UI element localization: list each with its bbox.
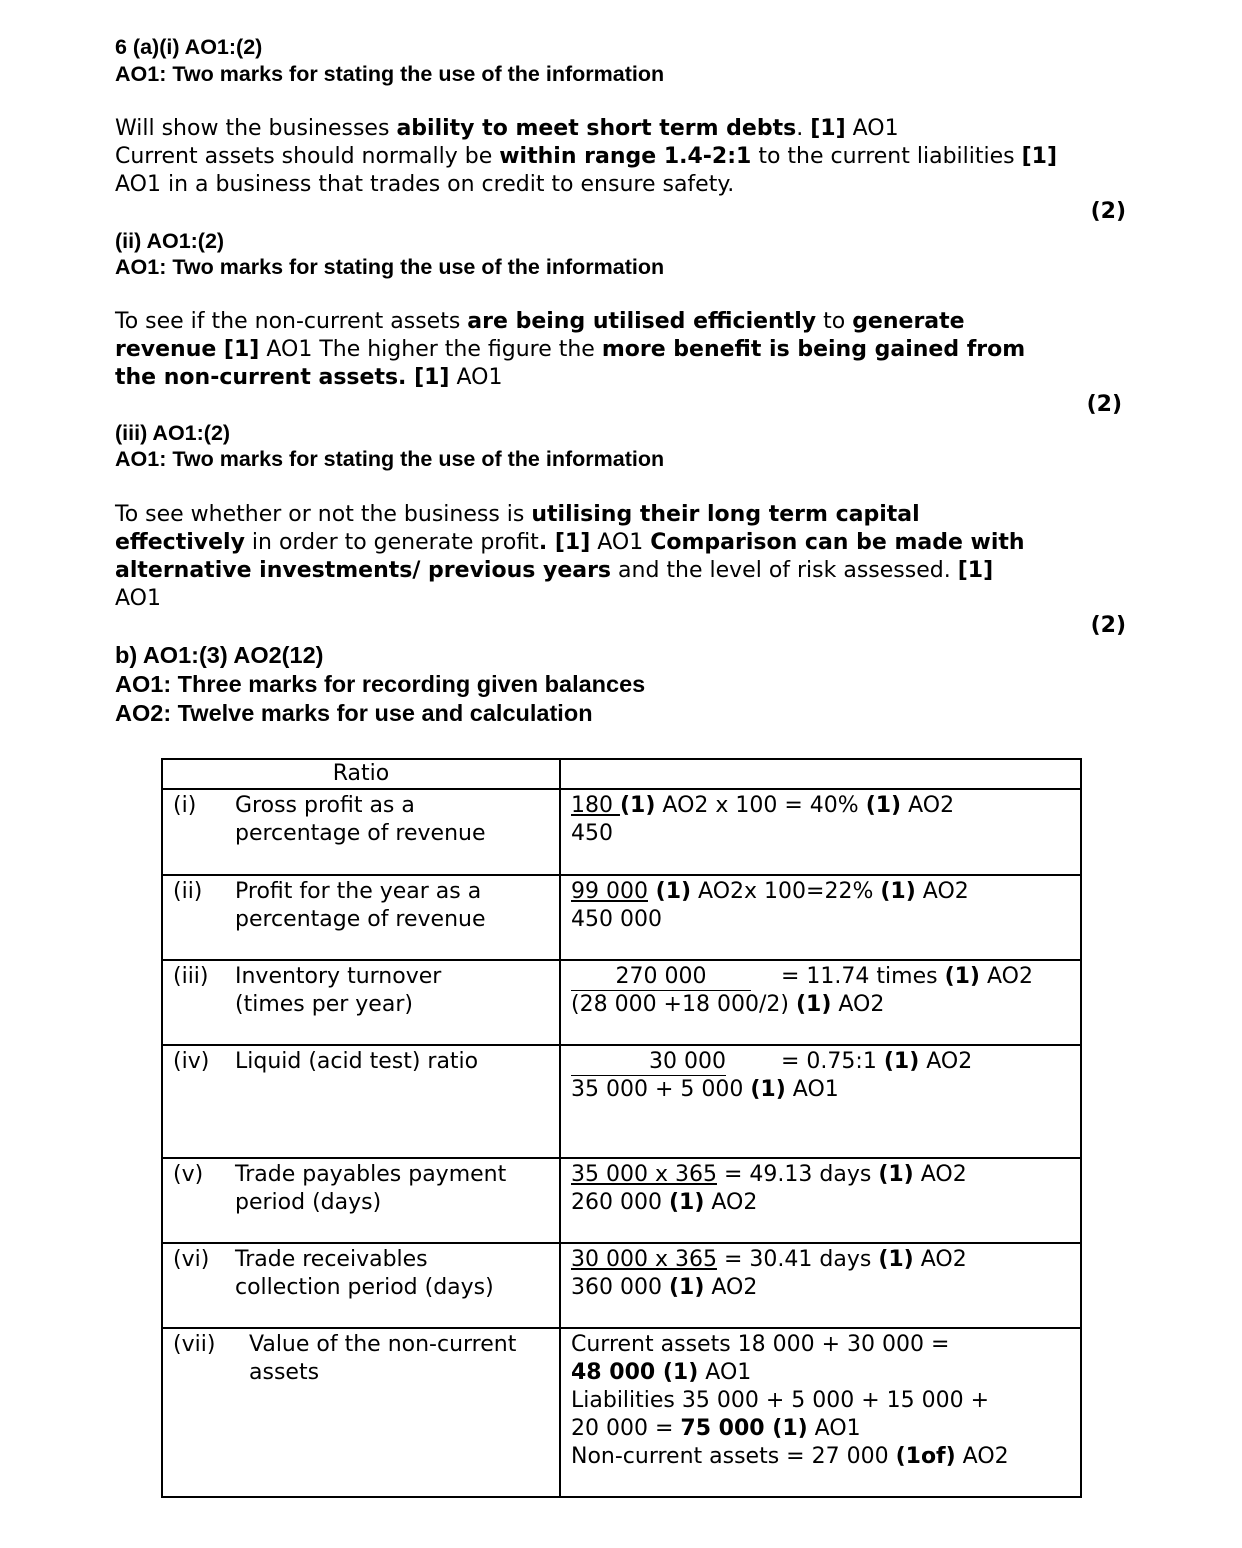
table-row — [162, 1328, 1081, 1497]
row-label: Value of the non-current assets — [249, 1332, 517, 1385]
marks-6aii: (2) — [1086, 392, 1122, 417]
question-6ai-heading: 6 (a)(i) AO1:(2) — [115, 35, 263, 59]
table-row — [162, 875, 1081, 960]
question-6b-ao2: AO2: Twelve marks for use and calculation — [115, 700, 593, 726]
table-row — [162, 1045, 1081, 1158]
answer-6ai: Will show the businesses ability to meet short term debts. [1] AO1 Current assets should normally be within range 1.4-2:1 to the current liabilities [1] AO1 in a business that trades on credit to ensure safety. — [115, 116, 1058, 197]
table-row — [162, 789, 1081, 875]
question-6b-ao1: AO1: Three marks for recording given balances — [115, 671, 646, 697]
marks-6ai: (2) — [1090, 199, 1126, 224]
question-6ai-criteria: AO1: Two marks for stating the use of the information — [115, 62, 665, 86]
row-number: (vii) — [173, 1332, 216, 1357]
row-label: Trade receivables collection period (days) — [235, 1247, 494, 1300]
row-label: Profit for the year as a percentage of revenue — [235, 879, 486, 932]
row-calculation: 30 000 = 0.75:1 (1) AO2 35 000 + 5 000 (1) AO1 — [571, 1049, 973, 1102]
table-row — [162, 960, 1081, 1045]
row-calculation: Current assets 18 000 + 30 000 = 48 000 (1) AO1 Liabilities 35 000 + 5 000 + 15 000 + 20 000 = 75 000 (1) AO1 Non-current assets = 27 000 (1of) AO2 — [571, 1332, 1009, 1469]
table-header-ratio: Ratio — [332, 761, 390, 786]
row-calculation: 180 (1) AO2 x 100 = 40% (1) AO2 450 — [571, 793, 955, 846]
row-number: (vi) — [173, 1247, 210, 1272]
row-calculation: 270 000 = 11.74 times (1) AO2 (28 000 +18 000/2) (1) AO2 — [571, 964, 1033, 1017]
answer-6aii: To see if the non-current assets are being utilised efficiently to generate revenue [1] AO1 The higher the figure the more benefit is being gained from the non-current assets. [1] AO1 — [115, 309, 1026, 390]
ratio-table — [161, 758, 1082, 1498]
marks-6aiii: (2) — [1090, 613, 1126, 638]
row-number: (v) — [173, 1162, 204, 1187]
table-row — [162, 1158, 1081, 1243]
question-6aii-criteria: AO1: Two marks for stating the use of the information — [115, 255, 665, 279]
row-number: (i) — [173, 793, 197, 818]
row-label: Inventory turnover (times per year) — [235, 964, 442, 1017]
question-6b-heading: b) AO1:(3) AO2(12) — [115, 642, 324, 668]
row-number: (ii) — [173, 879, 203, 904]
row-label: Trade payables payment period (days) — [235, 1162, 507, 1215]
table-header-blank — [560, 759, 1081, 789]
row-label: Gross profit as a percentage of revenue — [235, 793, 486, 846]
row-calculation: 35 000 x 365 = 49.13 days (1) AO2 260 000 (1) AO2 — [571, 1162, 967, 1215]
table-header-row — [162, 759, 1081, 789]
answer-6aiii: To see whether or not the business is utilising their long term capital effectively in order to generate profit. [1] AO1 Comparison can be made with alternative investments/ previous years and the level of risk assessed. [1] AO1 — [115, 502, 1025, 611]
table-row — [162, 1243, 1081, 1328]
question-6aii-heading: (ii) AO1:(2) — [115, 229, 225, 253]
row-number: (iii) — [173, 964, 209, 989]
row-calculation: 30 000 x 365 = 30.41 days (1) AO2 360 000 (1) AO2 — [571, 1247, 967, 1300]
row-calculation: 99 000 (1) AO2x 100=22% (1) AO2 450 000 — [571, 879, 969, 932]
row-number: (iv) — [173, 1049, 210, 1074]
row-label: Liquid (acid test) ratio — [235, 1049, 479, 1074]
question-6aiii-criteria: AO1: Two marks for stating the use of the information — [115, 447, 665, 471]
question-6aiii-heading: (iii) AO1:(2) — [115, 421, 231, 445]
